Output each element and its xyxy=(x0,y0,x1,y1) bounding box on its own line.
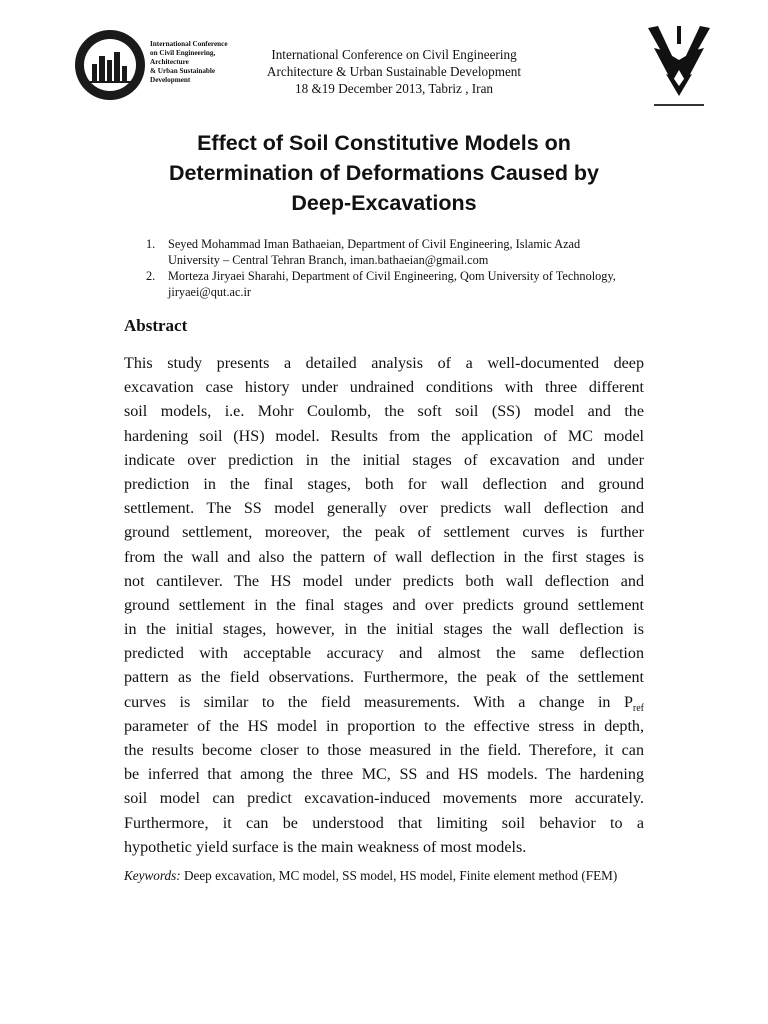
abstract-line: from the wall and also the pattern of wall deflection in the first stages is xyxy=(124,548,644,566)
author-affiliation-line: University – Central Tehran Branch, iman.bathaeian@gmail.com xyxy=(168,253,489,267)
logo-text-line: International Conference xyxy=(150,40,228,48)
abstract-line: Furthermore, it can be understood that limiting soil behavior to a xyxy=(124,814,644,832)
author-number: 1. xyxy=(146,237,156,251)
conference-info xyxy=(240,46,548,97)
abstract-line: be inferred that among the three MC, SS and HS models. The hardening xyxy=(124,766,644,784)
author-list xyxy=(146,236,646,300)
title-line: Determination of Deformations Caused by xyxy=(168,161,600,185)
keywords-text: Deep excavation, MC model, SS model, HS model, Finite element method (FEM) xyxy=(180,868,618,883)
abstract-line: indicate over prediction in the initial stages of excavation and under xyxy=(124,451,644,469)
abstract-line-text: curves is similar to the field measurements. With a change in P xyxy=(124,693,633,711)
logo-text-line: & Urban Sustainable xyxy=(150,67,216,75)
abstract-line: soil models, i.e. Mohr Coulomb, the soft soil (SS) model and the xyxy=(124,403,644,421)
author-affiliation-line: jiryaei@qut.ac.ir xyxy=(168,285,252,299)
conference-date-location: 18 &19 December 2013, Tabriz , Iran xyxy=(294,81,494,96)
conference-subtitle: Architecture & Urban Sustainable Development xyxy=(266,64,522,79)
abstract-line: hypothetic yield surface is the main weakness of most models. xyxy=(124,838,527,856)
abstract-line: predicted with acceptable accuracy and almost the same deflection xyxy=(124,645,644,663)
abstract-line: in the initial stages, however, in the initial stages the wall deflection is xyxy=(124,621,644,639)
author-number: 2. xyxy=(146,269,156,283)
abstract-line: settlement. The SS model generally over predicts wall deflection and xyxy=(124,500,644,518)
pref-subscript: ref xyxy=(632,702,644,714)
keywords xyxy=(124,868,644,884)
abstract-line: prediction in the final stages, both for wall deflection and ground xyxy=(124,475,644,493)
logo-text-line: Architecture xyxy=(150,58,189,66)
abstract-line: hardening soil (HS) model. Results from the application of MC model xyxy=(124,427,644,445)
author-item xyxy=(146,236,646,268)
abstract-heading: Abstract xyxy=(124,316,188,335)
university-emblem xyxy=(644,20,714,112)
author-item xyxy=(146,268,646,300)
paper-title xyxy=(120,128,648,218)
abstract-line: pattern as the field observations. Furthermore, the peak of the settlement xyxy=(124,669,644,687)
abstract-line: parameter of the HS model in proportion to the effective stress in depth, xyxy=(124,717,644,735)
abstract-line: This study presents a detailed analysis of a well-documented deep xyxy=(124,355,644,372)
abstract-line: ground settlement in the final stages and over predicts ground settlement xyxy=(124,596,644,614)
logo-text-line: Development xyxy=(150,76,191,84)
conference-logo xyxy=(72,26,232,104)
abstract-line: excavation case history under undrained conditions with three different xyxy=(124,379,644,397)
author-affiliation-line: Seyed Mohammad Iman Bathaeian, Department of Civil Engineering, Islamic Azad xyxy=(168,237,581,251)
keywords-label: Keywords: xyxy=(124,868,181,883)
abstract-line: soil model can predict excavation-induced movements more accurately. xyxy=(124,790,644,808)
abstract-line: ground settlement, moreover, the peak of settlement curves is further xyxy=(124,524,644,542)
abstract-line: the results become closer to those measured in the field. Therefore, it can xyxy=(124,742,644,759)
author-affiliation-line: Morteza Jiryaei Sharahi, Department of Civil Engineering, Qom University of Technology, xyxy=(168,269,616,283)
logo-text-line: on Civil Engineering, xyxy=(150,49,216,57)
abstract-line: not cantilever. The HS model under predicts both wall deflection and xyxy=(124,572,644,590)
title-line: Effect of Soil Constitutive Models on xyxy=(197,131,571,155)
abstract-body xyxy=(124,352,644,860)
abstract-line-pref xyxy=(124,691,644,715)
title-line: Deep-Excavations xyxy=(291,191,477,215)
conference-name: International Conference on Civil Engineering xyxy=(271,47,517,62)
